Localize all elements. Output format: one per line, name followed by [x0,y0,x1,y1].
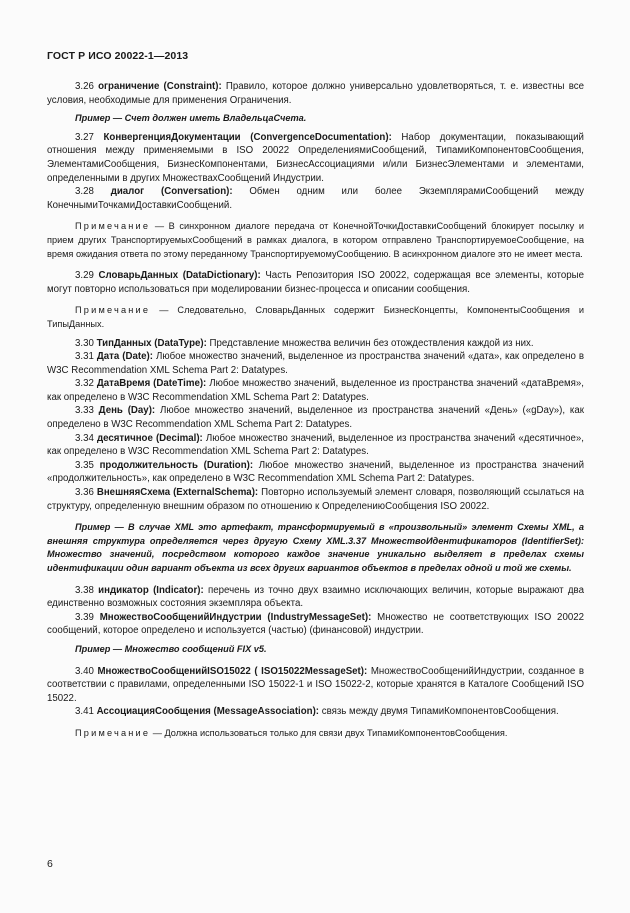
page-content [47,80,584,741]
example-3-36: Пример — В случае XML это артефакт, трансформируемый в «произвольный» элемент Схемы XML, а внешняя структура определяется через другую Схему XML.3.37 МножествоИдентификаторов (IdentifierSet): Множество значений, посредством которого каждое значение уникально выделяет в пределах схемы идентификации один вариант объекта из всех других вариантов объектов в пределах одной и той же схемы. [47,522,584,573]
definition-3-35: 3.35 продолжительность (Duration): Любое множество значений, выделенное из пространства значений «продолжительность», как определено в W3C Recommendation XML Schema Part 2: Datatypes. [47,459,584,485]
definition-3-41: 3.41 АссоциацияСообщения (MessageAssociation): связь между двумя ТипамиКомпонентовСообщения. [75,706,559,718]
definition-3-28: 3.28 диалог (Conversation): Обмен одним или более ЭкземплярамиСообщений между КонечнымиТочкамиДоставкиСообщений. [47,186,584,211]
definition-3-38: 3.38 индикатор (Indicator): перечень из точно двух взаимно исключающих величин, которые выражают два единственно возможных состояния экземпляра объекта. [47,584,584,610]
page-number: 6 [47,858,53,870]
definition-3-27: 3.27 КонвергенцияДокументации (ConvergenceDocumentation): Набор документации, показывающий отношения между применяемыми в ISO 20022 ОпределениямиСообщений, ТипамиКомпонентовСообщения, ЭлементамиСообщения, БизнесКомпонентами, БизнесАссоциациями и/или БизнесЭлементами и элементами, определенными в других МножествахСообщений Индустрии. [47,131,584,184]
definition-3-39: 3.39 МножествоСообщенийИндустрии (IndustryMessageSet): Множество не соответствующих ISO 20022 сообщений, которое определено и используется (частью) (финансовой) индустрии. [47,611,584,637]
example-3-26: Пример — Счет должен иметь ВладельцаСчета. [75,113,307,124]
definition-3-31: 3.31 Дата (Date): Любое множество значений, выделенное из пространства значений «дата», как определено в W3C Recommendation XML Schema Part 2: Datatypes. [47,351,584,376]
note-3-28: Примечание — В синхронном диалоге передача от КонечнойТочкиДоставкиСообщений блокирует посылку и прием других ТранспортируемыхСообщений в рамках диалога, в котором отправлено ТранспортируемоеСообщение, на время ожидания ответа по этому переданному ТранспортируемомуСообщению. В асинхронном диалоге это не имеет места. [47,221,584,259]
note-3-41: Примечание — Должна использоваться только для связи двух ТипамиКомпонентовСообщения. [75,727,508,738]
definition-3-30: 3.30 ТипДанных (DataType): Представление множества величин без отождествления каждой из них. [75,337,534,349]
definition-3-34: 3.34 десятичное (Decimal): Любое множество значений, выделенное из пространства значений «десятичное», как определено в W3C Recommendation XML Schema Part 2: Datatypes. [47,432,584,458]
example-3-39: Пример — Множество сообщений FIX v5. [75,643,267,654]
definition-3-36: 3.36 ВнешняяСхема (ExternalSchema): Повторно используемый элемент словаря, позволяющий ссылаться на структуру, определенную внешним образом по отношению к ОпределениюСообщения ISO 20022. [47,487,584,512]
definition-3-26: 3.26 ограничение (Constraint): Правило, которое должно универсально удовлетворяться, т. е. известны все условия, необходимые для применения Ограничения. [47,81,584,106]
note-3-29: Примечание — Следовательно, СловарьДанных содержит БизнесКонцепты, КомпонентыСообщения и ТипыДанных. [47,305,584,329]
definition-3-32: 3.32 ДатаВремя (DateTime): Любое множество значений, выделенное из пространства значений «датаВремя», как определено в W3C Recommendation XML Schema Part 2: Datatypes. [47,378,584,403]
definition-3-33: 3.33 День (Day): Любое множество значений, выделенное из пространства значений «День» («gDay»), как определено в W3C Recommendation XML Schema Part 2: Datatypes. [47,405,584,431]
definition-3-29: 3.29 СловарьДанных (DataDictionary): Часть Репозитория ISO 20022, содержащая все элементы, которые могут повторно использоваться при моделировании бизнес-процесса и описании сообщения. [47,270,584,295]
standard-header: ГОСТ Р ИСО 20022-1—2013 [47,50,189,62]
definition-3-40: 3.40 МножествоСообщенийISO15022 ( ISO15022MessageSet): МножествоСообщенийИндустрии, созданное в соответствии с правилами, определенными ISO 15022-1 и ISO 15022-2, которые хранятся в Каталоге Сообщений ISO 15022. [47,665,584,704]
